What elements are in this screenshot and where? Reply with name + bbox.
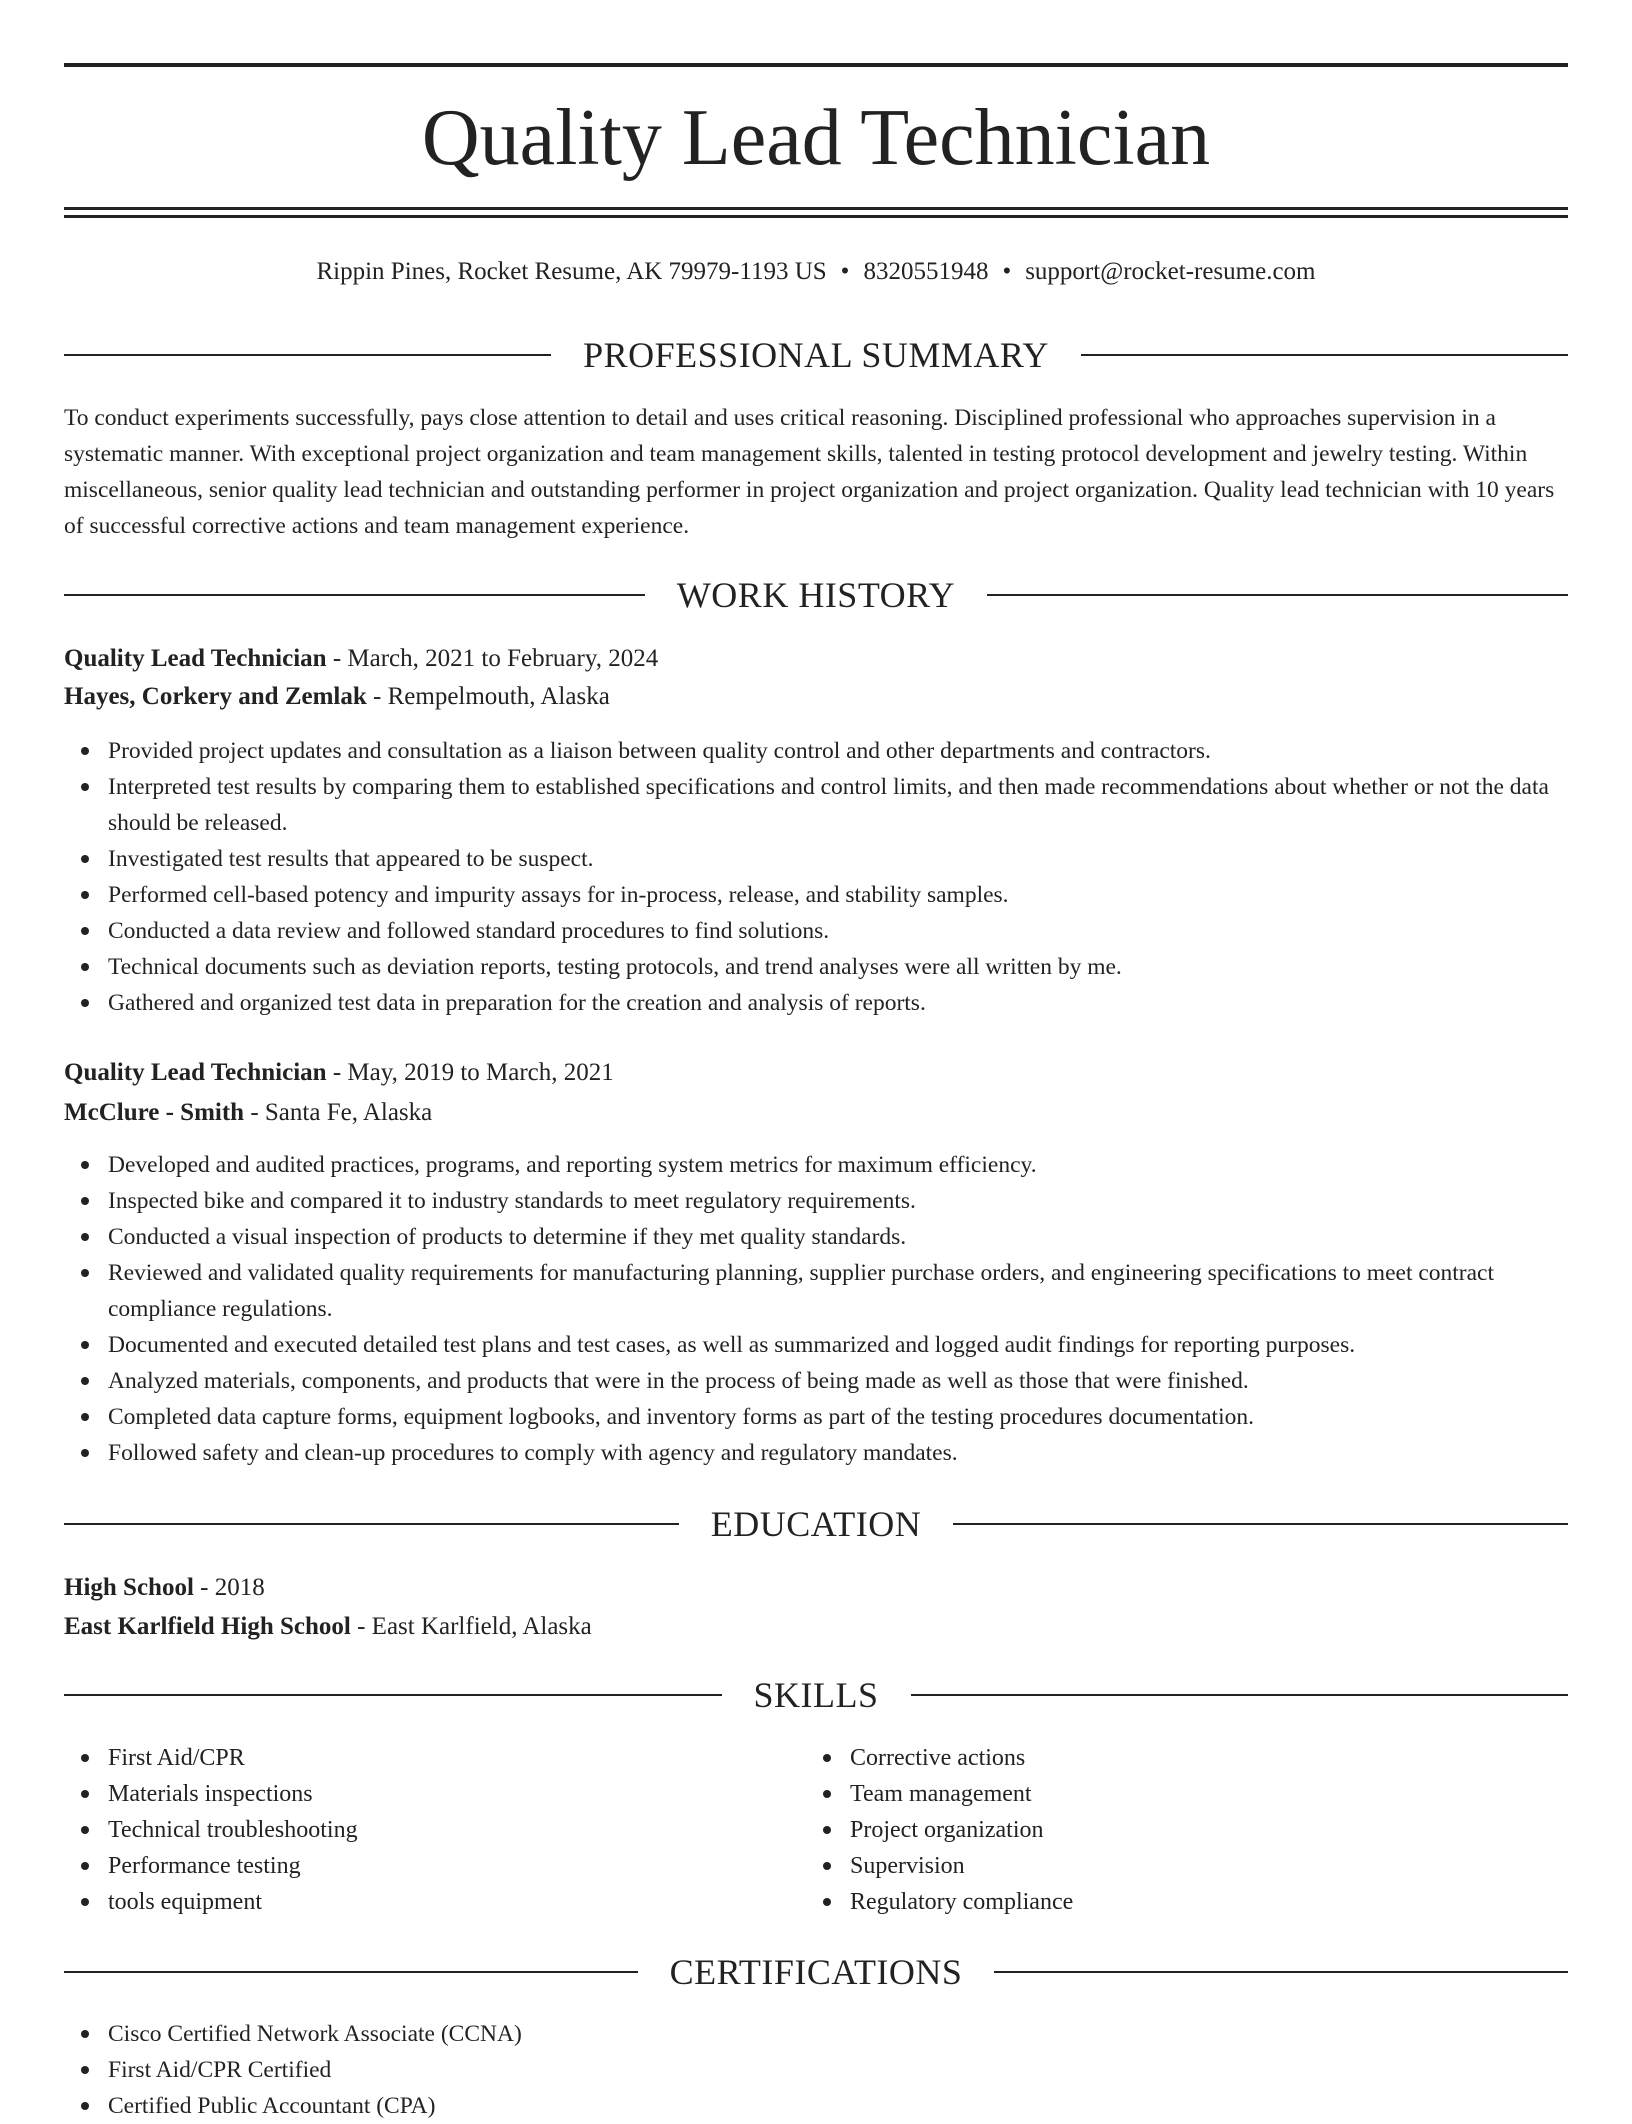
skill-item: Supervision [806,1848,1546,1884]
list-item: Completed data capture forms, equipment logbooks, and inventory forms as part of the testing procedures documentation. [64,1399,1568,1435]
contact-separator: • [1002,258,1012,285]
skill-item: Performance testing [64,1848,804,1884]
education-school-line [64,1608,1568,1646]
job-dates: - May, 2019 to March, 2021 [326,1059,614,1086]
certification-item: Cisco Certified Network Associate (CCNA) [64,2016,1568,2052]
heading-rule [64,354,551,356]
certification-item: Certified Public Accountant (CPA) [64,2088,1568,2124]
heading-rule [953,1523,1568,1525]
heading-rule [64,1694,722,1696]
contact-separator: • [840,258,850,285]
job-location: - Santa Fe, Alaska [244,1099,433,1126]
skill-item: Regulatory compliance [806,1884,1546,1920]
contact-email: support@rocket-resume.com [1025,258,1316,285]
list-item: Followed safety and clean-up procedures to comply with agency and regulatory mandates. [64,1435,1568,1471]
summary-text: To conduct experiments successfully, pays close attention to detail and uses critical reasoning. Disciplined professional who approaches supervision in a systematic manner. With exceptional project organization and team management skills, talented in testing protocol development and jewelry testing. Within miscellaneous, senior quality lead technician and outstanding performer in project organization and project organization. Quality lead technician with 10 years of successful corrective actions and team management experience. [64,405,1555,539]
resume-title: Quality Lead Technician [421,94,1211,182]
certification-item: First Aid/CPR Certified [64,2052,1568,2088]
skills-right-list [806,1740,1546,1920]
title-double-rule [64,207,1568,219]
heading-rule [994,1971,1568,1973]
heading-rule [64,1523,679,1525]
section-heading-work-history [64,570,1568,620]
list-item: Provided project updates and consultation as a liaison between quality control and other departments and contractors. [64,733,1568,769]
job-dates: - March, 2021 to February, 2024 [326,645,659,672]
list-item: Conducted a visual inspection of products to determine if they met quality standards. [64,1219,1568,1255]
job-title: Quality Lead Technician [64,1059,327,1086]
section-heading-summary [64,330,1568,380]
list-item: Conducted a data review and followed standard procedures to find solutions. [64,913,1568,949]
section-heading-certifications [64,1947,1568,1997]
list-item: Inspected bike and compared it to industry standards to meet regulatory requirements. [64,1183,1568,1219]
contact-line [64,254,1568,290]
section-heading-skills [64,1670,1568,1720]
education-degree-line [64,1569,1568,1607]
education-school: East Karlfield High School [64,1613,351,1640]
section-title: CERTIFICATIONS [669,1952,963,1992]
heading-rule [64,1971,638,1973]
job-location: - Rempelmouth, Alaska [366,683,610,710]
skill-item: Team management [806,1776,1546,1812]
contact-address: Rippin Pines, Rocket Resume, AK 79979-1193 US [316,258,827,285]
skill-item: Materials inspections [64,1776,804,1812]
section-title: WORK HISTORY [676,575,956,615]
heading-rule [1081,354,1568,356]
list-item: Performed cell-based potency and impurity assays for in-process, release, and stability samples. [64,877,1568,913]
skill-item: First Aid/CPR [64,1740,804,1776]
list-item: Gathered and organized test data in preparation for the creation and analysis of reports. [64,985,1568,1021]
list-item: Investigated test results that appeared to be suspect. [64,841,1568,877]
heading-rule [987,594,1568,596]
job-title-line [64,1054,1568,1092]
job-company-line [64,678,1568,716]
heading-rule [911,1694,1569,1696]
education-degree: High School [64,1574,194,1601]
rule-line [64,207,1568,210]
list-item: Developed and audited practices, programs, and reporting system metrics for maximum efficiency. [64,1147,1568,1183]
job-company-line [64,1094,1568,1132]
list-item: Documented and executed detailed test plans and test cases, as well as summarized and logged audit findings for reporting purposes. [64,1327,1568,1363]
certifications-list [64,2016,1568,2124]
skill-item: tools equipment [64,1884,804,1920]
job-bullets [64,733,1568,1021]
section-title: EDUCATION [710,1504,922,1544]
job-company: McClure - Smith [64,1099,245,1126]
section-heading-education [64,1499,1568,1549]
section-title: PROFESSIONAL SUMMARY [583,335,1049,375]
contact-phone: 8320551948 [863,258,989,285]
top-rule [64,63,1568,67]
list-item: Reviewed and validated quality requirements for manufacturing planning, supplier purchase orders, and engineering specifications to meet contract compliance regulations. [64,1255,1568,1327]
job-company: Hayes, Corkery and Zemlak [64,683,367,710]
job-title: Quality Lead Technician [64,645,327,672]
list-item: Interpreted test results by comparing them to established specifications and control limits, and then made recommendations about whether or not the data should be released. [64,769,1568,841]
job-title-line [64,640,1568,678]
skill-item: Corrective actions [806,1740,1546,1776]
list-item: Technical documents such as deviation reports, testing protocols, and trend analyses were all written by me. [64,949,1568,985]
list-item: Analyzed materials, components, and products that were in the process of being made as well as those that were finished. [64,1363,1568,1399]
education-location: - East Karlfield, Alaska [350,1613,592,1640]
skills-left-list [64,1740,804,1920]
skill-item: Project organization [806,1812,1546,1848]
heading-rule [64,594,645,596]
skill-item: Technical troubleshooting [64,1812,804,1848]
rule-line [64,215,1568,218]
job-bullets [64,1147,1568,1471]
section-title: SKILLS [753,1675,879,1715]
education-year: - 2018 [193,1574,265,1601]
